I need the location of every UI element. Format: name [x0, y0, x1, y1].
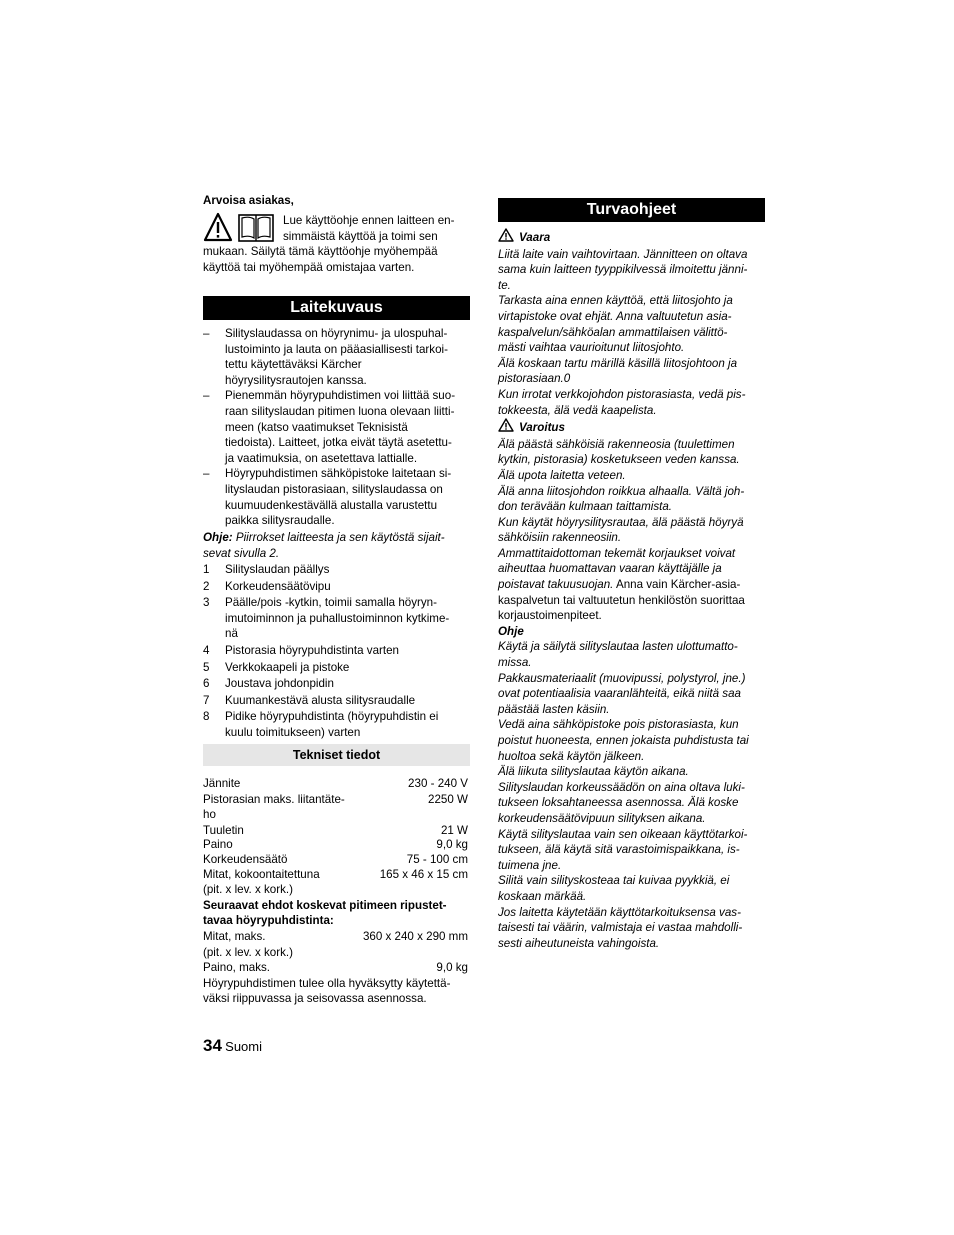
part-number: 5: [203, 660, 210, 674]
dash-marker: –: [203, 467, 210, 481]
greeting: Arvoisa asiakas,: [203, 194, 294, 207]
part-item: 7 Kuumankestävä alusta silitysraudalle: [203, 693, 416, 707]
part-number: 1: [203, 563, 210, 576]
warning-triangle-icon: [498, 418, 514, 437]
page-number: 34: [203, 1036, 222, 1055]
intro-text-cont: mukaan. Säilytä tämä käyttöohje myöhempää käyttöä tai myöhempää omistajaa varten.: [203, 245, 438, 274]
tech-row-weight: Paino 9,0 kg: [203, 838, 468, 852]
part-number: 7: [203, 693, 210, 707]
part-number: 6: [203, 677, 210, 691]
tech-row-voltage: Jännite 230 - 240 V: [203, 777, 468, 790]
part-item: 4 Pistorasia höyrypuhdistinta varten: [203, 643, 399, 657]
page-footer: [203, 1038, 262, 1056]
description-item: – Silityslaudassa on höyrynimu- ja ulospuhal- lustoiminto ja lauta on pääasiallisesti tarkoi- tettu käytettäväksi Kärcher höyrysilitysrautojen kanssa.: [203, 327, 448, 387]
part-item: 3 Päälle/pois -kytkin, toimii samalla höyryn- imutoiminnon ja puhallustoiminnon kytkime- nä: [203, 596, 450, 641]
intro-text: Lue käyttöohje ennen laitteen en- simmäistä käyttöä ja toimi sen: [283, 214, 455, 243]
tech-row-dimensions: Mitat, kokoontaitettuna 165 x 46 x 15 cm: [203, 867, 468, 881]
ohje-text: Käytä ja säilytä silityslautaa lasten ulottumatto- missa. Pakkausmateriaalit (muovipussi, polystyrol, jne.) ovat potentiaalisia vaaranlähteitä, eikä niitä saa päästää lasten käsiin. Vedä aina sähköpistoke pois pistorasiasta, kun poistut huoneesta, ennen jokaista puhdistusta tai huoltoa sekä käytön jälkeen. Älä liikuta silityslautaa käytön aikana. Silityslaudan korkeussäädön on aina oltava luki- tukseen loksahtaneessa asennossa. Älä koske korkeudensäätövipuun silityksen aikana. Käytä silityslautaa vain sen oikeaan käyttötarkoi- tukseen, älä käytä sitä varastoimispaikkana, is- tuimena jne. Silitä vain silityskosteaa tai kuivaa pyykkiä, ei koskaan märkää. Jos laitetta käytetään käyttötarkoituksensa vas- taisesti tai väärin, valmistaja ei vastaa mahdolli- sesti aiheutuneista vahingoista.: [498, 640, 749, 950]
part-item: 6 Joustava johdonpidin: [203, 677, 334, 691]
part-number: 4: [203, 643, 210, 657]
warning-manual-icon: [203, 212, 277, 242]
parts-list: [203, 562, 470, 741]
part-number: 8: [203, 710, 210, 724]
part-item: 1 Silityslaudan päällys: [203, 563, 330, 576]
warning-triangle-icon: [498, 228, 514, 247]
tech-row-max-dimensions: Mitat, maks. 360 x 240 x 290 mm: [203, 929, 468, 943]
description-item: – Höyrypuhdistimen sähköpistoke laitetaan si- lityslaudan pistorasiaan, silityslaudassa on kuumuudenkestävällä alustalla varustettu paikka silitysraudalle.: [203, 467, 452, 528]
part-number: 2: [203, 579, 210, 593]
vaara-heading: Vaara: [498, 228, 768, 247]
description-item: – Pienemmän höyrypuhdistimen voi liittää suo- raan silityslaudan pitimen luona olevaan liitti- meen (katso vaatimukset Teknisistä tiedoista). Laitteet, jotka eivät täytä asetettu- ja vaatimuksia, on asetettava lattialle.: [203, 389, 456, 465]
turvaohjeet-heading: Turvaohjeet: [498, 198, 765, 222]
tech-row-height: Korkeudensäätö 75 - 100 cm: [203, 852, 468, 866]
laitekuvaus-heading: Laitekuvaus: [203, 296, 470, 320]
tech-row-fan: Tuuletin 21 W: [203, 823, 468, 837]
dash-marker: –: [203, 389, 210, 403]
language-label: Suomi: [225, 1039, 263, 1054]
varoitus-heading: Varoitus: [498, 418, 768, 437]
varoitus-text: Älä päästä sähköisiä rakenneosia (tuulettimen kytkin, pistorasia) kosketukseen veden kanssa. Älä upota laitetta veteen. Älä anna liitosjohdon roikkua alhaalla. Vältä joh- don terävään kulmaan taittamista. Kun käytät höyrysilitysrautaa, älä päästä höyryä sähköisiin rakenneosiin. Ammattitaidottoman tekemät korjaukset voivat aiheuttaa huomattavan vaaran käyttäjälle ja poistavat takuusuojan. Anna vain Kärcher-asia- kaspalvetun tai valtuutetun henkilöstön suorittaa korjaustoimenpiteet.: [498, 437, 745, 623]
description-list: [203, 326, 470, 529]
note: Ohje: Piirrokset laitteesta ja sen käytöstä sijait- sevat sivulla 2.: [203, 531, 445, 560]
part-item: 5 Verkkokaapeli ja pistoke: [203, 660, 350, 674]
part-item: 8 Pidike höyrypuhdistinta (höyrypuhdistin ei kuulu toimitukseen) varten: [203, 710, 439, 739]
dash-marker: –: [203, 327, 210, 340]
vaara-text: Liitä laite vain vaihtovirtaan. Jännitteen on oltava sama kuin laitteen tyyppikilvessä ilmoitettu jänni- te. Tarkasta aina ennen käyttöä, että liitosjohto ja virtapistoke ovat ehjät. Anna valtuutetun asia- kaspalvelun/sähköalan ammattilaisen välittö- mästi vaihtaa vaurioitunut liitosjohto. Älä koskaan tartu märillä käsillä liitosjohtoon ja pistorasiaan.0 Kun irrotat verkkojohdon pistorasiasta, vedä pis- tokkeesta, älä vedä kaapelista.: [498, 247, 748, 417]
part-item: 2 Korkeudensäätövipu: [203, 579, 331, 593]
tech-row-socket: Pistorasian maks. liitantäte- ho 2250 W: [203, 792, 468, 822]
safety-text: [498, 228, 768, 951]
part-number: 3: [203, 596, 210, 610]
tech-row-max-weight: Paino, maks. 9,0 kg: [203, 961, 468, 975]
ohje-heading: Ohje: [498, 624, 524, 638]
tekniset-heading: Tekniset tiedot: [203, 744, 470, 766]
tech-table: Jännite 230 - 240 V Pistorasian maks. liitantäte- ho 2250 W Tuuletin 21 W Paino 9,0 kg Korkeudensäätö 75 - 100 cm Mitat, kokoontaitettuna 165 x 46 x 15 cm (pit. x lev. x kork.) Seuraavat ehdot koskevat pitimeen ripustet- tavaa höyrypuhdistinta: Mitat, maks. 360 x 240 x 290 mm (pit. x lev. x kork.) Paino, maks. 9,0 kg Höyrypuhdistimen tulee olla hyväksytty käytettä- väksi riippuvassa ja seisovassa asennossa.: [203, 777, 468, 1006]
